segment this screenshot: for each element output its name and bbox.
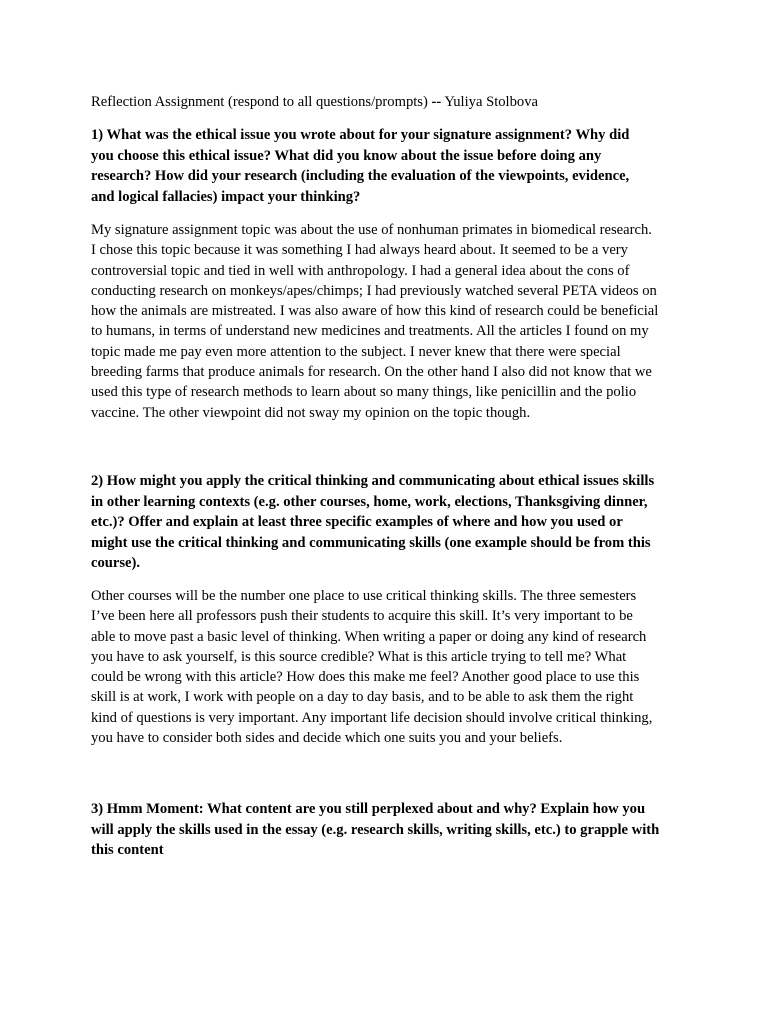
question-line: in other learning contexts (e.g. other courses, home, work, elections, Thanksgiving dinner, bbox=[91, 493, 648, 510]
answer-line: used this type of research methods to learn about so many things, like penicillin and the polio bbox=[91, 384, 637, 401]
answer-line: controversial topic and tied in well with anthropology. I had a general idea about the cons of bbox=[91, 262, 630, 279]
answer-line: I chose this topic because it was something I had always heard about. It seemed to be a very bbox=[91, 242, 628, 259]
header-author: Yuliya Stolbova bbox=[444, 94, 538, 110]
question-line: might use the critical thinking and communicating skills (one example should be from this bbox=[91, 534, 651, 551]
question-line: you choose this ethical issue? What did you know about the issue before doing any bbox=[91, 147, 602, 164]
header-separator: -- bbox=[431, 94, 442, 110]
question-1 bbox=[91, 125, 691, 207]
document-header bbox=[91, 92, 691, 112]
question-line: this content bbox=[91, 842, 164, 858]
answer-line: could be wrong with this article? How does this make me feel? Another good place to use this bbox=[91, 669, 640, 686]
answer-2 bbox=[91, 586, 691, 748]
answer-line: breeding farms that produce animals for research. On the other hand I also did not know that we bbox=[91, 364, 652, 381]
answer-line: skill is at work, I work with people on a day to day basis, and to be able to ask them the right bbox=[91, 689, 634, 706]
question-2 bbox=[91, 471, 691, 574]
answer-line: conducting research on monkeys/apes/chimps; I had previously watched several PETA videos on bbox=[91, 282, 657, 299]
answer-line: you have to consider both sides and decide which one suits you and your beliefs. bbox=[91, 730, 563, 747]
answer-line: you have to ask yourself, is this source credible? What is this article trying to tell me? What bbox=[91, 648, 627, 665]
question-line: etc.)? Offer and explain at least three specific examples of where and how you used or bbox=[91, 514, 623, 530]
question-line: 2) How might you apply the critical thinking and communicating about ethical issues skills bbox=[91, 473, 655, 489]
question-line: 1) What was the ethical issue you wrote about for your signature assignment? Why did bbox=[91, 127, 630, 143]
answer-1 bbox=[91, 220, 691, 423]
question-line: and logical fallacies) impact your thinking? bbox=[91, 188, 361, 205]
question-line: course). bbox=[91, 555, 141, 571]
header-title: Reflection Assignment (respond to all questions/prompts) bbox=[91, 94, 428, 110]
answer-line: to humans, in terms of understand new medicines and treatments. All the articles I found on my bbox=[91, 323, 649, 340]
answer-line: kind of questions is very important. Any important life decision should involve critical thinking, bbox=[91, 709, 653, 726]
answer-line: Other courses will be the number one place to use critical thinking skills. The three semesters bbox=[91, 588, 637, 604]
answer-line: topic made me pay even more attention to the subject. I never knew that there were special bbox=[91, 343, 621, 360]
question-line: research? How did your research (including the evaluation of the viewpoints, evidence, bbox=[91, 168, 630, 184]
question-line: 3) Hmm Moment: What content are you still perplexed about and why? Explain how you bbox=[91, 801, 646, 817]
answer-line: My signature assignment topic was about the use of nonhuman primates in biomedical research. bbox=[91, 222, 652, 238]
answer-line: able to move past a basic level of thinking. When writing a paper or doing any kind of research bbox=[91, 628, 647, 645]
answer-line: how the animals are mistreated. I was also aware of how this kind of research could be beneficial bbox=[91, 303, 659, 320]
answer-line: vaccine. The other viewpoint did not sway my opinion on the topic though. bbox=[91, 404, 531, 421]
answer-line: I’ve been here all professors push their students to acquire this skill. It’s very important to be bbox=[91, 608, 633, 625]
question-3 bbox=[91, 799, 691, 861]
question-line: will apply the skills used in the essay (e.g. research skills, writing skills, etc.) to grapple with bbox=[91, 821, 660, 838]
